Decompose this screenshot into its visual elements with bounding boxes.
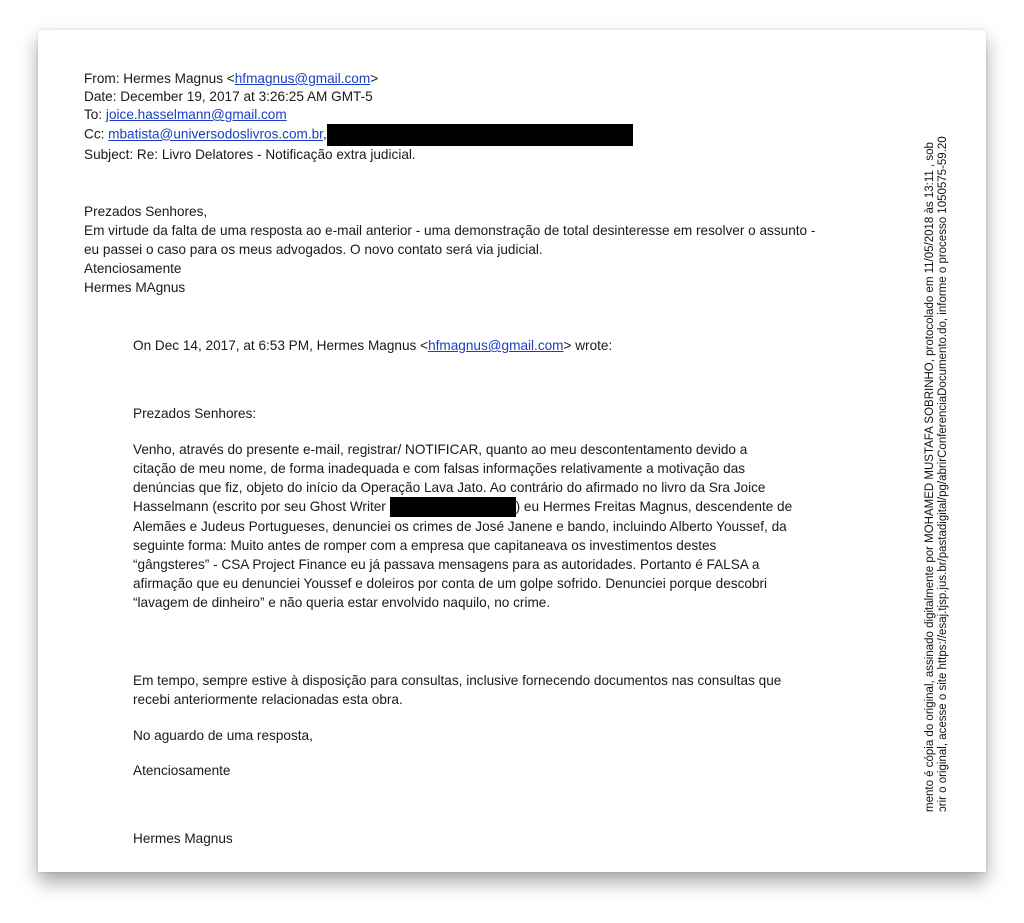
reply-line: Em virtude da falta de uma resposta ao e-mail anterior - uma demonstração de total desinteresse em resolver o assunto - — [84, 223, 816, 238]
quoted-greeting: Prezados Senhores: — [133, 406, 257, 421]
from-row — [84, 70, 633, 88]
text-line: Em tempo, sempre estive à disposição para consultas, inclusive fornecendo documentos nas consultas que — [133, 673, 782, 688]
from-email-link[interactable]: hfmagnus@gmail.com — [234, 71, 371, 86]
cc-separator: , — [322, 126, 327, 142]
text-line: Venho, através do presente e-mail, registrar/ NOTIFICAR, quanto ao meu descontentamento devido a — [133, 442, 748, 457]
cc-row — [84, 124, 633, 146]
text-line: citação de meu nome, de forma inadequada e com falsas informações relativamente a motivação das — [133, 461, 746, 476]
to-email-link[interactable]: joice.hasselmann@gmail.com — [105, 107, 287, 122]
quoted-email-link[interactable]: hfmagnus@gmail.com — [428, 338, 564, 353]
text-fragment: ) eu Hermes Freitas Magnus, descendente de — [515, 499, 793, 514]
quoted-intro — [133, 336, 813, 355]
from-name: Hermes Magnus < — [123, 71, 235, 86]
text-line: afirmação que eu denunciei Youssef e doleiros por conta de um golpe sofrido. Denunciei porque descobri — [133, 576, 768, 592]
reply-body — [84, 202, 884, 297]
redaction-bar — [390, 497, 516, 517]
quoted-intro-end: > wrote: — [563, 338, 613, 353]
stamp-line-2: ɔrir o original, acesse o site https://esaj.tjsp.jus.br/pastadigital/pg/abrirConferenciaDocumento.do, informe o processo 1050575-59.20 — [936, 136, 949, 812]
reply-closing: Atenciosamente — [84, 261, 182, 276]
text-line: “gângsteres” - CSA Project Finance eu já passava mensagens para as autoridades. Portanto é FALSA a — [133, 557, 760, 573]
subject-label: Subject: — [84, 147, 134, 162]
subject-value: Re: Livro Delatores - Notificação extra judicial. — [136, 147, 416, 162]
reply-greeting: Prezados Senhores, — [84, 204, 208, 219]
quoted-paragraph-2 — [133, 671, 813, 709]
email-header — [84, 70, 633, 164]
quoted-signature: Hermes Magnus — [133, 831, 233, 846]
text-line: “lavagem de dinheiro” e não queria estar envolvido naquilo, no crime. — [133, 595, 551, 611]
date-row — [84, 88, 633, 106]
to-row — [84, 106, 633, 124]
quoted-closing: Atenciosamente — [133, 763, 231, 778]
reply-line: eu passei o caso para os meus advogados. O novo contato será via judicial. — [84, 242, 543, 257]
text-line: denúncias que fiz, objeto do início da Operação Lava Jato. Ao contrário do afirmado no livro da Sra Joice — [133, 480, 766, 495]
cc-email-link[interactable]: mbatista@universodoslivros.com.br — [108, 126, 323, 142]
subject-row — [84, 146, 633, 164]
from-close: > — [370, 71, 379, 86]
from-label: From: — [84, 71, 120, 86]
stamp-line-1: mento é cópia do original, assinado digitalmente por MOHAMED MUSTAFA SOBRINHO, protocolado em 11/05/2018 às 13:11 , sob — [924, 142, 936, 812]
date-label: Date: — [84, 89, 117, 104]
date-value: December 19, 2017 at 3:26:25 AM GMT-5 — [120, 89, 373, 104]
text-line: recebi anteriormente relacionadas esta obra. — [133, 692, 403, 707]
quoted-intro-text: On Dec 14, 2017, at 6:53 PM, Hermes Magnus < — [133, 338, 429, 353]
text-line: Alemães e Judeus Portugueses, denunciei os crimes de José Janene e bando, incluindo Alberto Youssef, da — [133, 519, 787, 535]
text-line: seguinte forma: Muito antes de romper com a empresa que capitaneava os investimentos destes — [133, 538, 717, 554]
redaction-bar — [327, 124, 633, 146]
quoted-paragraph-1 — [133, 440, 813, 612]
to-label: To: — [84, 107, 103, 122]
digital-signature-stamp — [924, 67, 949, 812]
reply-signature: Hermes MAgnus — [84, 280, 186, 295]
text-fragment: Hasselmann (escrito por seu Ghost Writer — [133, 499, 386, 514]
quoted-waiting: No aguardo de uma resposta, — [133, 728, 313, 743]
text-line — [133, 497, 813, 517]
cc-label: Cc: — [84, 126, 105, 142]
